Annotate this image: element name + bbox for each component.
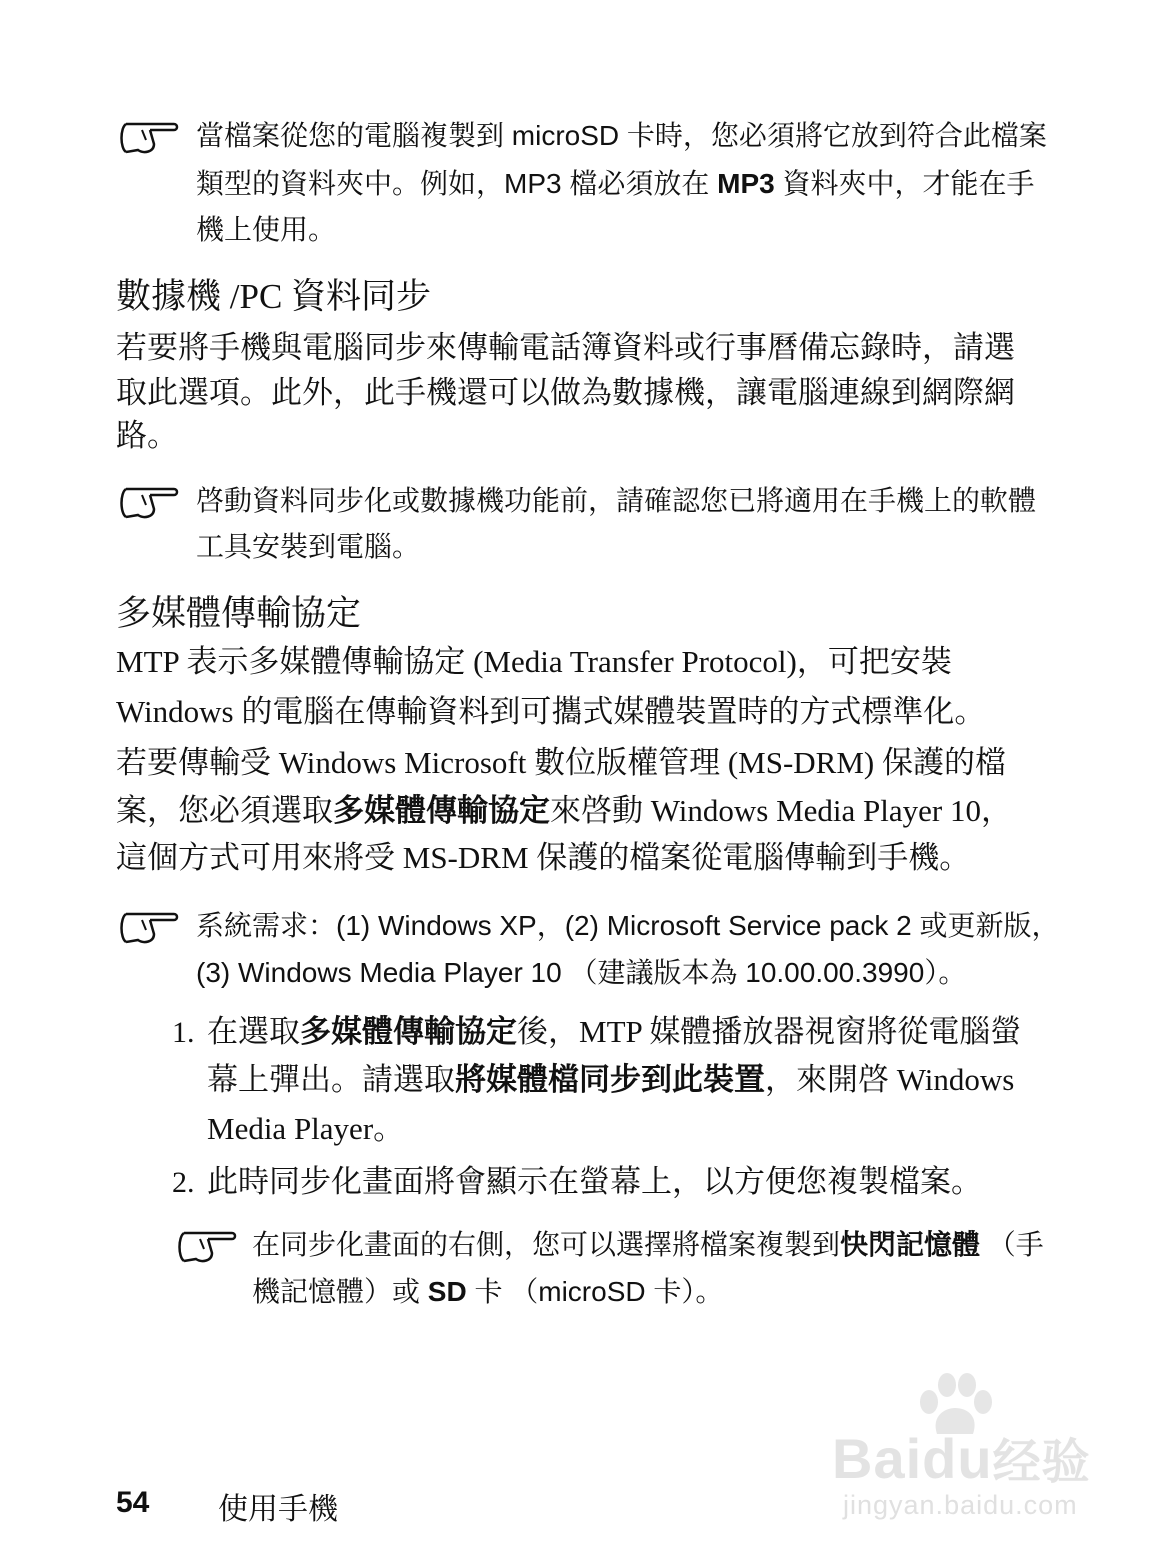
step1-number: 1.: [172, 1016, 195, 1049]
step1-line1: [207, 1008, 1021, 1055]
note4-line1: [252, 1222, 1044, 1268]
section2-line1: MTP 表示多媒體傳輸協定 (Media Transfer Protocol)，可把安裝: [116, 644, 952, 679]
section1-line3: 路。: [116, 418, 178, 453]
note-hand-icon: [116, 120, 180, 156]
note4-line2-pre: 機記憶體）或: [252, 1276, 428, 1307]
note1-line3: 機上使用。: [196, 214, 337, 245]
watermark-logo-cn: 经验: [992, 1436, 1091, 1489]
section2-line4-pre: 案，您必須選取: [116, 793, 333, 828]
note4-line2: [252, 1269, 723, 1315]
watermark-url: jingyan.baidu.com: [843, 1490, 1078, 1520]
step1-bold-mtp: 多媒體傳輸協定: [300, 1014, 517, 1049]
watermark-logo: [832, 1423, 1091, 1492]
note4-line1-pre: 在同步化畫面的右側，您可以選擇將檔案複製到: [252, 1229, 841, 1260]
note4-line1-post: （手: [980, 1229, 1044, 1260]
step1-line2: [207, 1056, 1014, 1103]
step1-line3: Media Player。: [207, 1111, 405, 1146]
note1-line2: [196, 161, 1035, 207]
section1-title: 數據機 /PC 資料同步: [116, 277, 432, 316]
step1-line1-pre: 在選取: [207, 1014, 300, 1049]
note2-line2: 工具安裝到電腦。: [196, 531, 421, 562]
step1-line1-post: 後，MTP 媒體播放器視窗將從電腦螢: [517, 1014, 1022, 1049]
watermark-logo-bai: Bai: [832, 1427, 923, 1490]
note-hand-icon: [116, 485, 180, 521]
note1-bold-mp3: MP3: [717, 168, 775, 199]
footer-title: 使用手機: [218, 1493, 338, 1526]
section2-line3: 若要傳輸受 Windows Microsoft 數位版權管理 (MS-DRM) 保護的檔: [116, 745, 1006, 780]
note2-line1: 啓動資料同步化或數據機功能前，請確認您已將適用在手機上的軟體: [196, 485, 1037, 516]
step1-line2-pre: 幕上彈出。請選取: [207, 1062, 455, 1097]
note3-line2: (3) Windows Media Player 10 （建議版本為 10.00.00.3990）。: [196, 957, 967, 988]
note-hand-icon: [116, 910, 180, 946]
step2-line1: 此時同步化畫面將會顯示在螢幕上，以方便您複製檔案。: [207, 1164, 982, 1199]
step2-number: 2.: [172, 1166, 195, 1199]
section2-title: 多媒體傳輸協定: [116, 594, 362, 633]
watermark-logo-du: du: [922, 1427, 993, 1490]
note1-line2-post: 資料夾中，才能在手: [774, 168, 1035, 199]
section1-line1: 若要將手機與電腦同步來傳輸電話簿資料或行事曆備忘錄時，請選: [116, 330, 1015, 365]
step1-line2-post: ，來開啓 Windows: [765, 1062, 1015, 1097]
page-number: 54: [116, 1486, 150, 1519]
note1-line2-pre: 類型的資料夾中。例如，MP3 檔必須放在: [196, 168, 718, 199]
step1-bold-sync: 將媒體檔同步到此裝置: [455, 1062, 765, 1097]
note3-line1: 系統需求：(1) Windows XP，(2) Microsoft Service pack 2 或更新版，: [196, 910, 1060, 941]
note1-line1: 當檔案從您的電腦複製到 microSD 卡時，您必須將它放到符合此檔案: [196, 120, 1047, 151]
section1-line2: 取此選項。此外，此手機還可以做為數據機，讓電腦連線到網際網: [116, 375, 1015, 410]
note4-bold-flash: 快閃記憶體: [840, 1229, 981, 1260]
section2-line5: 這個方式可用來將受 MS-DRM 保護的檔案從電腦傳輸到手機。: [116, 840, 971, 875]
note-hand-icon: [174, 1229, 238, 1265]
note4-bold-sd: SD: [427, 1276, 467, 1307]
note4-line2-post: 卡 （microSD 卡）。: [466, 1276, 724, 1307]
section2-bold-mtp: 多媒體傳輸協定: [333, 793, 550, 828]
section2-line4-post: 來啓動 Windows Media Player 10，: [550, 793, 1012, 828]
section2-line4: [116, 787, 1012, 834]
section2-line2: Windows 的電腦在傳輸資料到可攜式媒體裝置時的方式標準化。: [116, 694, 986, 729]
